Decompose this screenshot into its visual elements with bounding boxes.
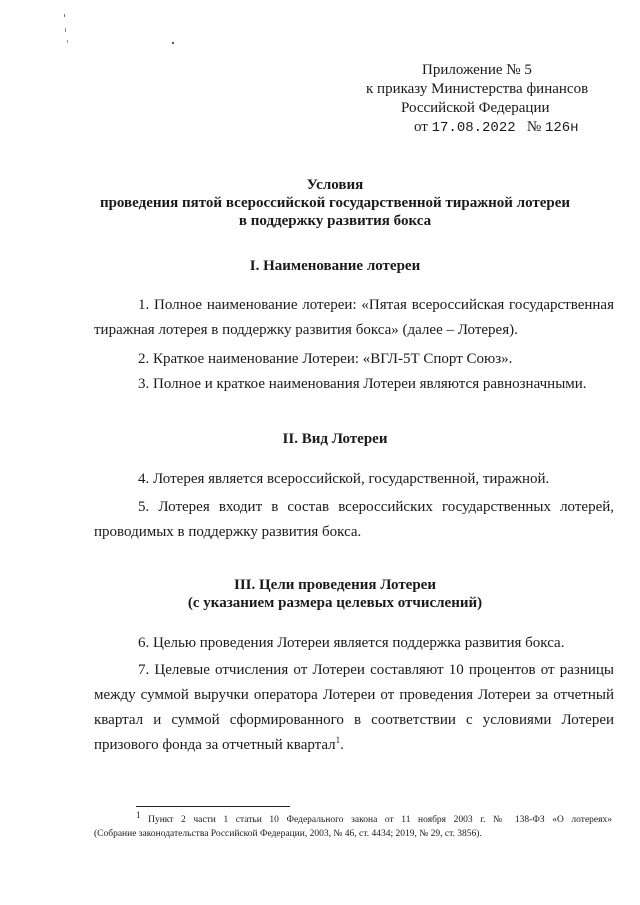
paragraph-1: [94, 293, 614, 343]
title-line-2: проведения пятой всероссийской государственной тиражной лотереи: [99, 195, 571, 211]
footnote-divider: [136, 806, 290, 807]
paragraph-4: [94, 467, 614, 492]
document-title: [60, 176, 610, 230]
paragraph-7-line-4-text: призового фонда за отчетный квартал: [94, 737, 336, 753]
annex-date-line: [360, 118, 600, 138]
paragraph-1-line-1: 1. Полное наименование лотереи: «Пятая всероссийская государственная: [138, 297, 614, 313]
annex-number-sign: №: [526, 119, 542, 135]
section-1-heading: I. Наименование лотереи: [249, 258, 421, 274]
paragraph-1-line-2: тиражная лотерея в поддержку развития бокса» (далее – Лотерея).: [94, 322, 518, 338]
section-2-heading: II. Вид Лотереи: [282, 431, 388, 447]
paragraph-2-line: 2. Краткое наименование Лотереи: «ВГЛ-5Т Спорт Союз».: [138, 351, 513, 367]
annex-date-prefix: от: [414, 119, 428, 135]
paragraph-2: [94, 347, 614, 372]
paragraph-5: [94, 495, 614, 545]
paragraph-7-line-2: между суммой выручки оператора Лотереи от проведения Лотереи за отчетный: [94, 687, 614, 703]
paragraph-7-line-4: [94, 733, 614, 758]
paragraph-6-line: 6. Целью проведения Лотереи является поддержка развития бокса.: [138, 635, 565, 651]
footnote-line-2: (Собрание законодательства Российской Федерации, 2003, № 46, ст. 4434; 2019, № 29, ст. 3856).: [94, 829, 482, 839]
paragraph-6: [94, 631, 614, 656]
title-line-1: Условия: [306, 177, 364, 193]
annex-title: Приложение № 5: [422, 62, 532, 78]
paragraph-5-line-2: проводимых в поддержку развития бокса.: [94, 524, 362, 540]
annex-date: 17.08.2022: [431, 120, 516, 136]
footnote-line-1: [94, 809, 613, 827]
footnote: [94, 809, 613, 841]
title-line-3: в поддержку развития бокса: [238, 213, 432, 229]
footnote-number: 1: [136, 809, 141, 820]
paragraph-7-end: .: [340, 737, 344, 753]
paragraph-5-line-1: 5. Лотерея входит в состав всероссийских государственных лотерей,: [138, 499, 614, 515]
annex-order-ref: к приказу Министерства финансов: [366, 81, 589, 97]
paragraph-3: [94, 372, 614, 397]
section-3-heading: [60, 576, 610, 612]
annex-authority: Российской Федерации: [401, 100, 550, 116]
footnote-ref-marker[interactable]: 1: [335, 735, 341, 745]
paragraph-7-line-1: 7. Целевые отчисления от Лотереи составляют 10 процентов от разницы: [138, 662, 614, 678]
annex-block: [360, 61, 600, 138]
footnote-line-1-text: Пункт 2 части 1 статьи 10 Федерального закона от 11 ноября 2003 г. № 138-ФЗ «О лотереях»: [148, 815, 613, 825]
paragraph-3-line: 3. Полное и краткое наименования Лотереи являются равнозначными.: [138, 376, 587, 392]
section-3-heading-line-2: (с указанием размера целевых отчислений): [187, 595, 483, 611]
paragraph-4-line: 4. Лотерея является всероссийской, государственной, тиражной.: [138, 471, 550, 487]
paragraph-7: [94, 658, 614, 758]
paragraph-7-line-3: квартал и суммой сформированного в соответствии с условиями Лотереи: [94, 712, 614, 728]
annex-number: 126н: [544, 120, 579, 136]
scan-specks: [62, 10, 202, 60]
section-3-heading-line-1: III. Цели проведения Лотереи: [234, 577, 436, 593]
